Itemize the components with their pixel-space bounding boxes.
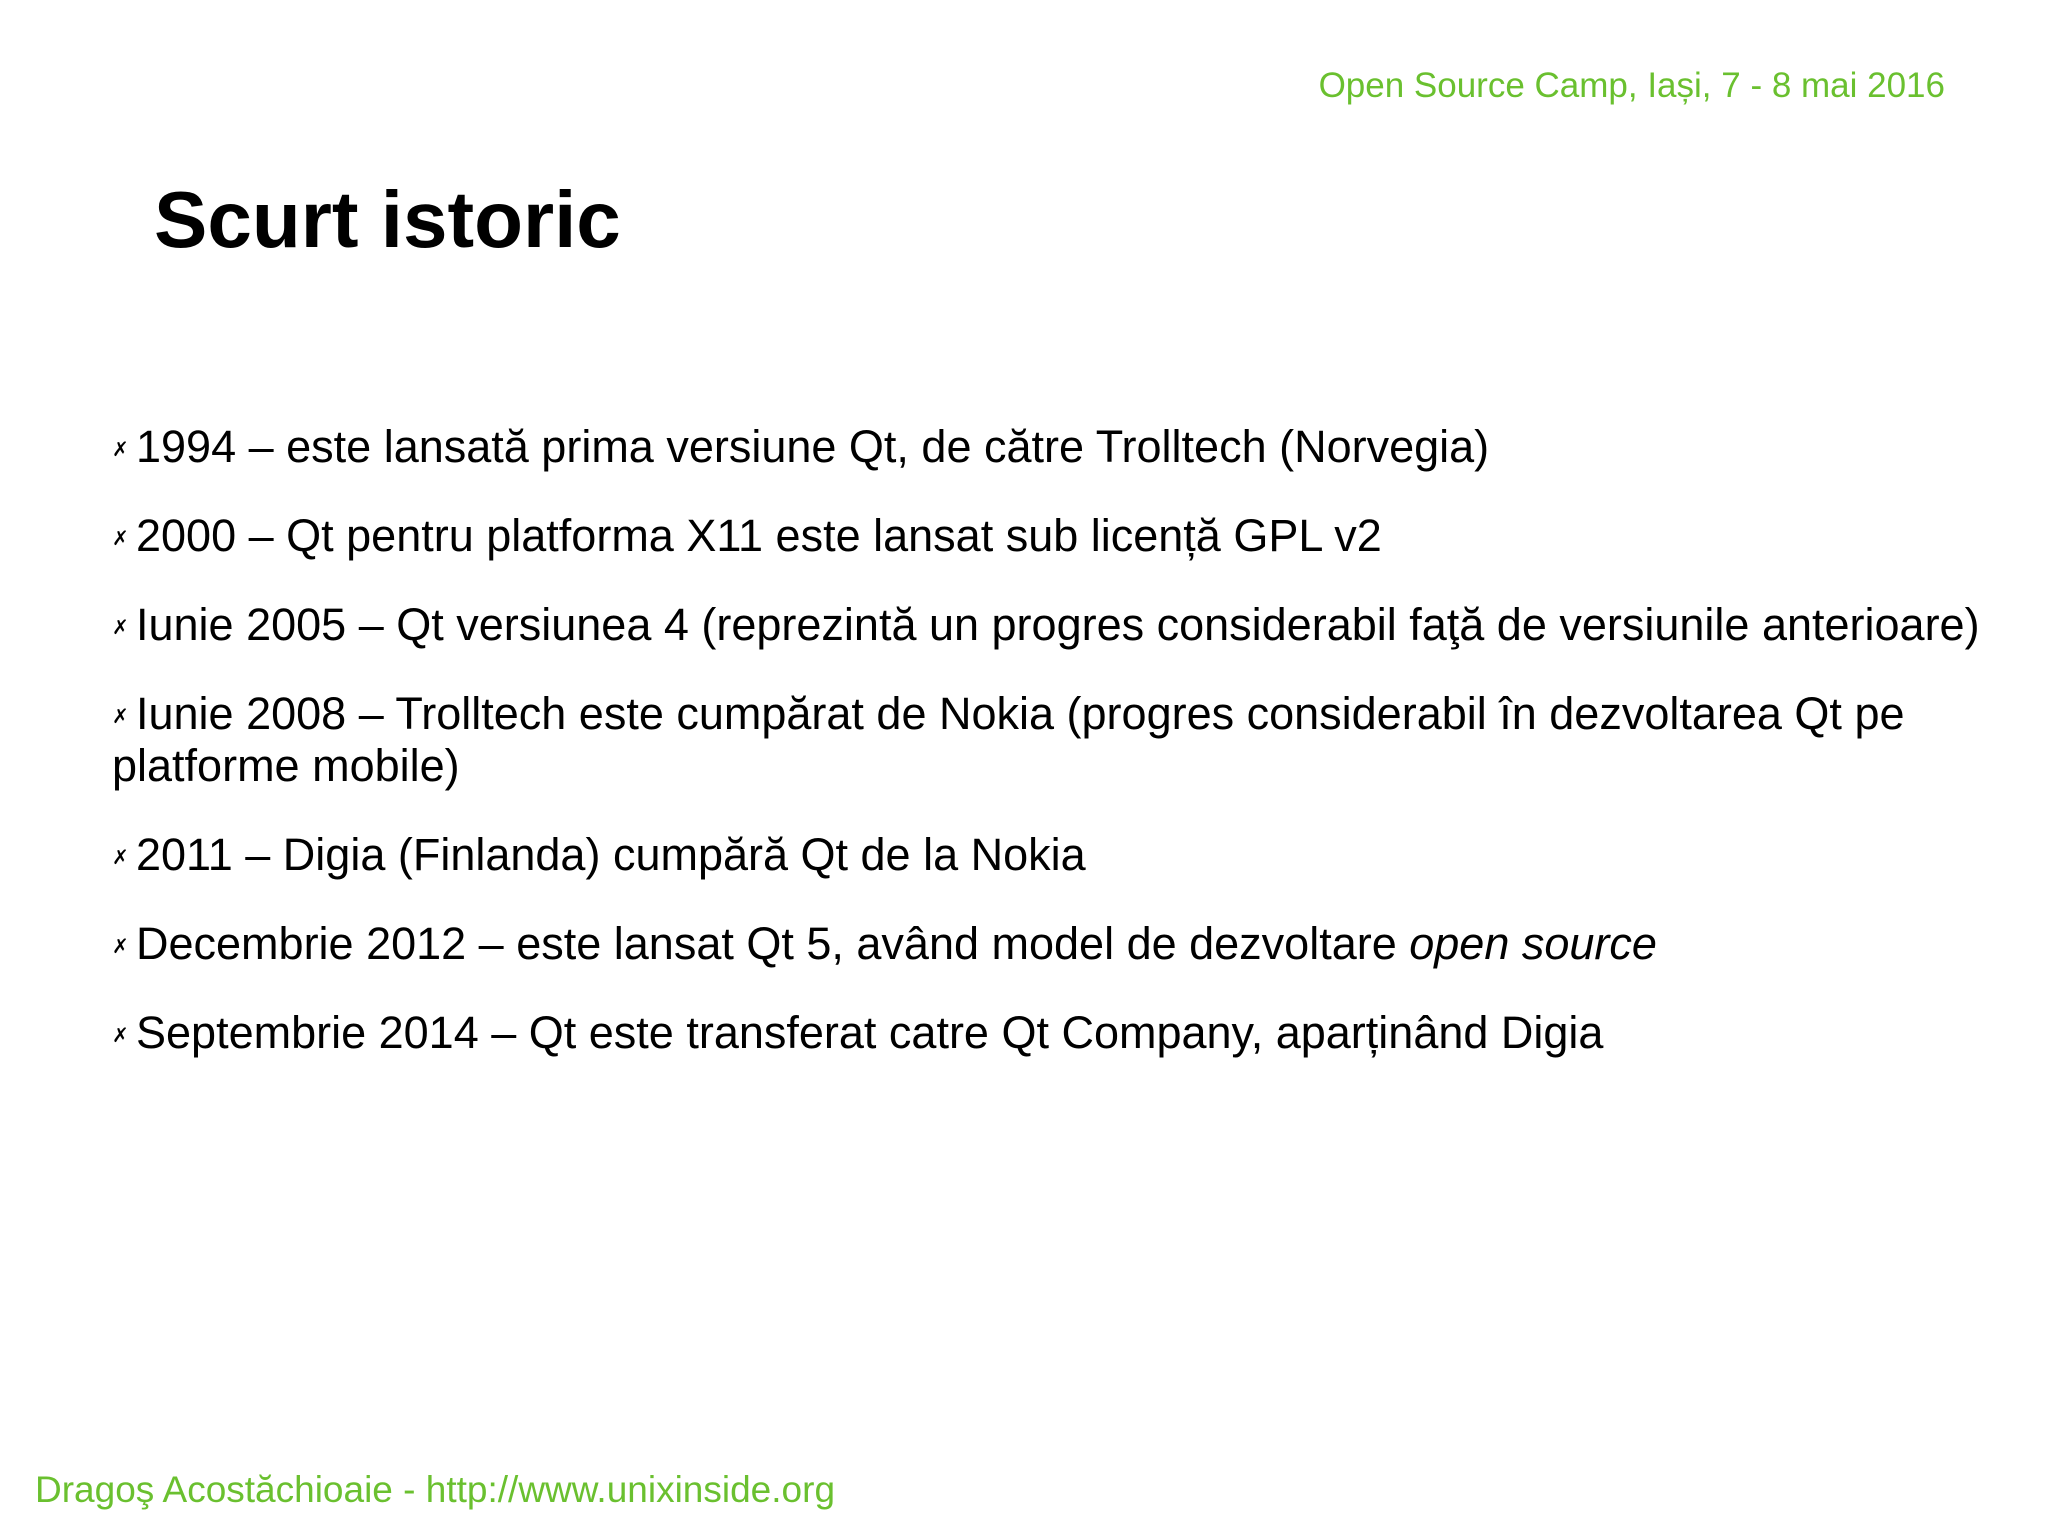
list-item-text: Septembrie 2014 – Qt este transferat catre Qt Company, aparținând Digia (136, 1007, 1604, 1058)
cross-bullet-icon: ✗ (112, 617, 129, 639)
cross-bullet-icon: ✗ (112, 439, 129, 461)
slide-title: Scurt istoric (154, 175, 621, 264)
list-item-text: 1994 – este lansată prima versiune Qt, de către Trolltech (Norvegia) (136, 421, 1490, 472)
list-item (112, 599, 1992, 651)
list-item (112, 688, 1992, 792)
list-item-emphasis: open source (1409, 918, 1657, 969)
list-item (112, 918, 1992, 970)
list-item (112, 1007, 1992, 1059)
list-item-text: 2000 – Qt pentru platforma X11 este lansat sub licență GPL v2 (136, 510, 1382, 561)
cross-bullet-icon: ✗ (112, 528, 129, 550)
list-item-text: 2011 – Digia (Finlanda) cumpără Qt de la Nokia (136, 829, 1086, 880)
cross-bullet-icon: ✗ (112, 1025, 129, 1047)
list-item-text: Iunie 2008 – Trolltech este cumpărat de Nokia (progres considerabil în dezvoltarea Qt pe platforme mobile) (112, 688, 1905, 791)
list-item-text: Decembrie 2012 – este lansat Qt 5, având model de dezvoltare (136, 918, 1410, 969)
list-item (112, 829, 1992, 881)
cross-bullet-icon: ✗ (112, 706, 129, 728)
history-list (112, 421, 1992, 1096)
event-header: Open Source Camp, Iași, 7 - 8 mai 2016 (1318, 66, 1945, 105)
cross-bullet-icon: ✗ (112, 936, 129, 958)
cross-bullet-icon: ✗ (112, 847, 129, 869)
list-item-text: Iunie 2005 – Qt versiunea 4 (reprezintă un progres considerabil faţă de versiunile anterioare) (136, 599, 1980, 650)
list-item (112, 510, 1992, 562)
footer-credit: Dragoş Acostăchioaie - http://www.unixinside.org (35, 1469, 836, 1510)
list-item (112, 421, 1992, 473)
